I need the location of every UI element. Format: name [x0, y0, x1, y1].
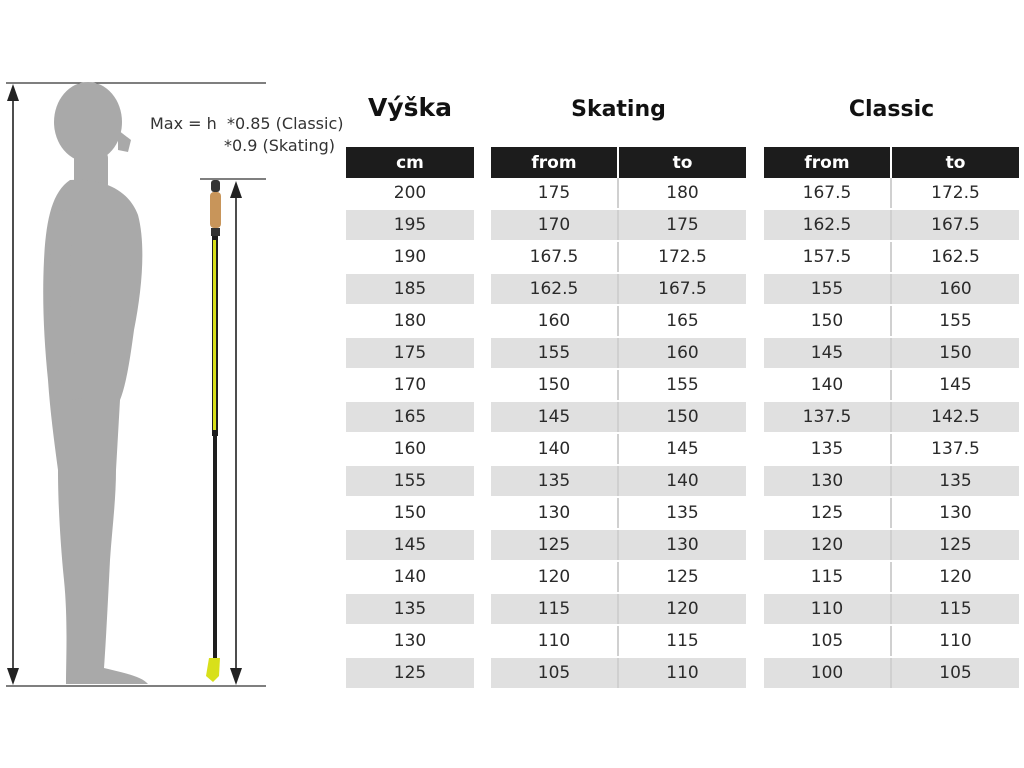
height-cell-cm: 150 — [346, 497, 474, 529]
skating-cell-skating-from: 130 — [491, 497, 618, 529]
height-row — [346, 657, 474, 689]
skating-row — [491, 401, 746, 433]
classic-cell-classic-to: 160 — [891, 273, 1019, 305]
skating-cell-skating-to: 175 — [618, 209, 746, 241]
classic-cell-classic-to: 135 — [891, 465, 1019, 497]
classic-cell-classic-from: 110 — [764, 593, 891, 625]
skating-row — [491, 209, 746, 241]
height-cell-cm: 195 — [346, 209, 474, 241]
cm-header: cm — [346, 147, 474, 178]
classic-cell-classic-from: 105 — [764, 625, 891, 657]
skating-cell-skating-from: 110 — [491, 625, 618, 657]
skating-cell-skating-to: 167.5 — [618, 273, 746, 305]
height-cell-cm: 165 — [346, 401, 474, 433]
classic-row — [764, 657, 1019, 689]
classic-section-title: Classic — [848, 97, 935, 122]
classic-row — [764, 178, 1019, 209]
formula-line-2: *0.9 (Skating) — [224, 136, 335, 155]
skating-cell-skating-from: 170 — [491, 209, 618, 241]
classic-row — [764, 465, 1019, 497]
classic-row — [764, 241, 1019, 273]
classic-row — [764, 369, 1019, 401]
skating-cell-skating-to: 130 — [618, 529, 746, 561]
classic-cell-classic-to: 155 — [891, 305, 1019, 337]
skating-cell-skating-to: 140 — [618, 465, 746, 497]
height-cell-cm: 130 — [346, 625, 474, 657]
classic-row — [764, 305, 1019, 337]
classic-table — [764, 147, 1019, 690]
height-row — [346, 625, 474, 657]
skating-cell-skating-to: 145 — [618, 433, 746, 465]
height-row — [346, 305, 474, 337]
classic-row — [764, 529, 1019, 561]
skating-row — [491, 529, 746, 561]
height-cell-cm: 200 — [346, 178, 474, 209]
classic-cell-classic-from: 155 — [764, 273, 891, 305]
classic-cell-classic-from: 145 — [764, 337, 891, 369]
height-cell-cm: 175 — [346, 337, 474, 369]
height-cell-cm: 155 — [346, 465, 474, 497]
skating-cell-skating-to: 125 — [618, 561, 746, 593]
classic-cell-classic-from: 167.5 — [764, 178, 891, 209]
skating-row — [491, 337, 746, 369]
skating-to-header: to — [618, 147, 746, 178]
height-cell-cm: 185 — [346, 273, 474, 305]
skating-row — [491, 433, 746, 465]
height-cell-cm: 180 — [346, 305, 474, 337]
height-row — [346, 369, 474, 401]
classic-cell-classic-from: 162.5 — [764, 209, 891, 241]
skating-cell-skating-to: 172.5 — [618, 241, 746, 273]
skating-cell-skating-from: 167.5 — [491, 241, 618, 273]
classic-row — [764, 433, 1019, 465]
skating-row — [491, 305, 746, 337]
classic-row — [764, 401, 1019, 433]
skating-row — [491, 657, 746, 689]
skating-table — [491, 147, 746, 690]
skating-cell-skating-from: 162.5 — [491, 273, 618, 305]
skating-cell-skating-to: 155 — [618, 369, 746, 401]
skating-row — [491, 497, 746, 529]
skating-cell-skating-to: 165 — [618, 305, 746, 337]
classic-row — [764, 497, 1019, 529]
skating-cell-skating-from: 140 — [491, 433, 618, 465]
classic-row — [764, 273, 1019, 305]
pole-length-arrow-icon — [230, 181, 242, 685]
skating-cell-skating-from: 115 — [491, 593, 618, 625]
skating-row — [491, 241, 746, 273]
height-row — [346, 337, 474, 369]
height-column-title: Výška — [367, 93, 453, 122]
skating-cell-skating-from: 120 — [491, 561, 618, 593]
height-row — [346, 593, 474, 625]
classic-cell-classic-to: 105 — [891, 657, 1019, 689]
classic-from-header: from — [764, 147, 891, 178]
classic-cell-classic-to: 110 — [891, 625, 1019, 657]
skating-cell-skating-from: 125 — [491, 529, 618, 561]
height-row — [346, 433, 474, 465]
height-row — [346, 497, 474, 529]
height-row — [346, 241, 474, 273]
height-row — [346, 401, 474, 433]
skating-cell-skating-to: 160 — [618, 337, 746, 369]
formula-line-1: Max = h *0.85 (Classic) — [150, 114, 344, 133]
skating-cell-skating-from: 145 — [491, 401, 618, 433]
classic-to-header: to — [891, 147, 1019, 178]
classic-row — [764, 561, 1019, 593]
skating-cell-skating-from: 135 — [491, 465, 618, 497]
skating-cell-skating-to: 120 — [618, 593, 746, 625]
height-cell-cm: 160 — [346, 433, 474, 465]
skating-cell-skating-to: 135 — [618, 497, 746, 529]
classic-cell-classic-from: 120 — [764, 529, 891, 561]
classic-cell-classic-from: 135 — [764, 433, 891, 465]
classic-cell-classic-to: 162.5 — [891, 241, 1019, 273]
height-cell-cm: 140 — [346, 561, 474, 593]
height-arrow-icon — [7, 84, 19, 685]
classic-cell-classic-from: 137.5 — [764, 401, 891, 433]
classic-cell-classic-to: 167.5 — [891, 209, 1019, 241]
classic-cell-classic-to: 172.5 — [891, 178, 1019, 209]
classic-cell-classic-to: 137.5 — [891, 433, 1019, 465]
skating-cell-skating-from: 155 — [491, 337, 618, 369]
classic-cell-classic-to: 142.5 — [891, 401, 1019, 433]
classic-cell-classic-to: 115 — [891, 593, 1019, 625]
classic-row — [764, 337, 1019, 369]
person-silhouette-icon — [43, 82, 148, 684]
classic-cell-classic-to: 130 — [891, 497, 1019, 529]
skating-cell-skating-to: 180 — [618, 178, 746, 209]
skating-cell-skating-from: 150 — [491, 369, 618, 401]
height-cell-cm: 125 — [346, 657, 474, 689]
classic-cell-classic-from: 115 — [764, 561, 891, 593]
skating-row — [491, 465, 746, 497]
height-row — [346, 273, 474, 305]
skating-row — [491, 593, 746, 625]
height-row — [346, 529, 474, 561]
classic-cell-classic-to: 120 — [891, 561, 1019, 593]
ski-pole-icon — [206, 180, 221, 682]
skating-cell-skating-from: 105 — [491, 657, 618, 689]
skating-cell-skating-from: 160 — [491, 305, 618, 337]
skating-cell-skating-from: 175 — [491, 178, 618, 209]
height-row — [346, 465, 474, 497]
skating-row — [491, 369, 746, 401]
skating-cell-skating-to: 150 — [618, 401, 746, 433]
skating-cell-skating-to: 115 — [618, 625, 746, 657]
height-cell-cm: 190 — [346, 241, 474, 273]
classic-row — [764, 593, 1019, 625]
classic-cell-classic-to: 125 — [891, 529, 1019, 561]
height-cell-cm: 145 — [346, 529, 474, 561]
pole-length-formula — [150, 113, 344, 157]
skating-section-title: Skating — [571, 97, 666, 122]
classic-cell-classic-from: 125 — [764, 497, 891, 529]
classic-cell-classic-from: 140 — [764, 369, 891, 401]
skating-row — [491, 178, 746, 209]
classic-cell-classic-from: 157.5 — [764, 241, 891, 273]
classic-cell-classic-from: 100 — [764, 657, 891, 689]
classic-cell-classic-from: 130 — [764, 465, 891, 497]
height-row — [346, 209, 474, 241]
classic-cell-classic-to: 150 — [891, 337, 1019, 369]
classic-row — [764, 625, 1019, 657]
skating-from-header: from — [491, 147, 618, 178]
skating-row — [491, 561, 746, 593]
height-table — [346, 147, 474, 690]
skating-row — [491, 273, 746, 305]
skating-row — [491, 625, 746, 657]
height-row — [346, 178, 474, 209]
height-cell-cm: 135 — [346, 593, 474, 625]
classic-cell-classic-from: 150 — [764, 305, 891, 337]
height-row — [346, 561, 474, 593]
height-cell-cm: 170 — [346, 369, 474, 401]
classic-row — [764, 209, 1019, 241]
skating-cell-skating-to: 110 — [618, 657, 746, 689]
classic-cell-classic-to: 145 — [891, 369, 1019, 401]
